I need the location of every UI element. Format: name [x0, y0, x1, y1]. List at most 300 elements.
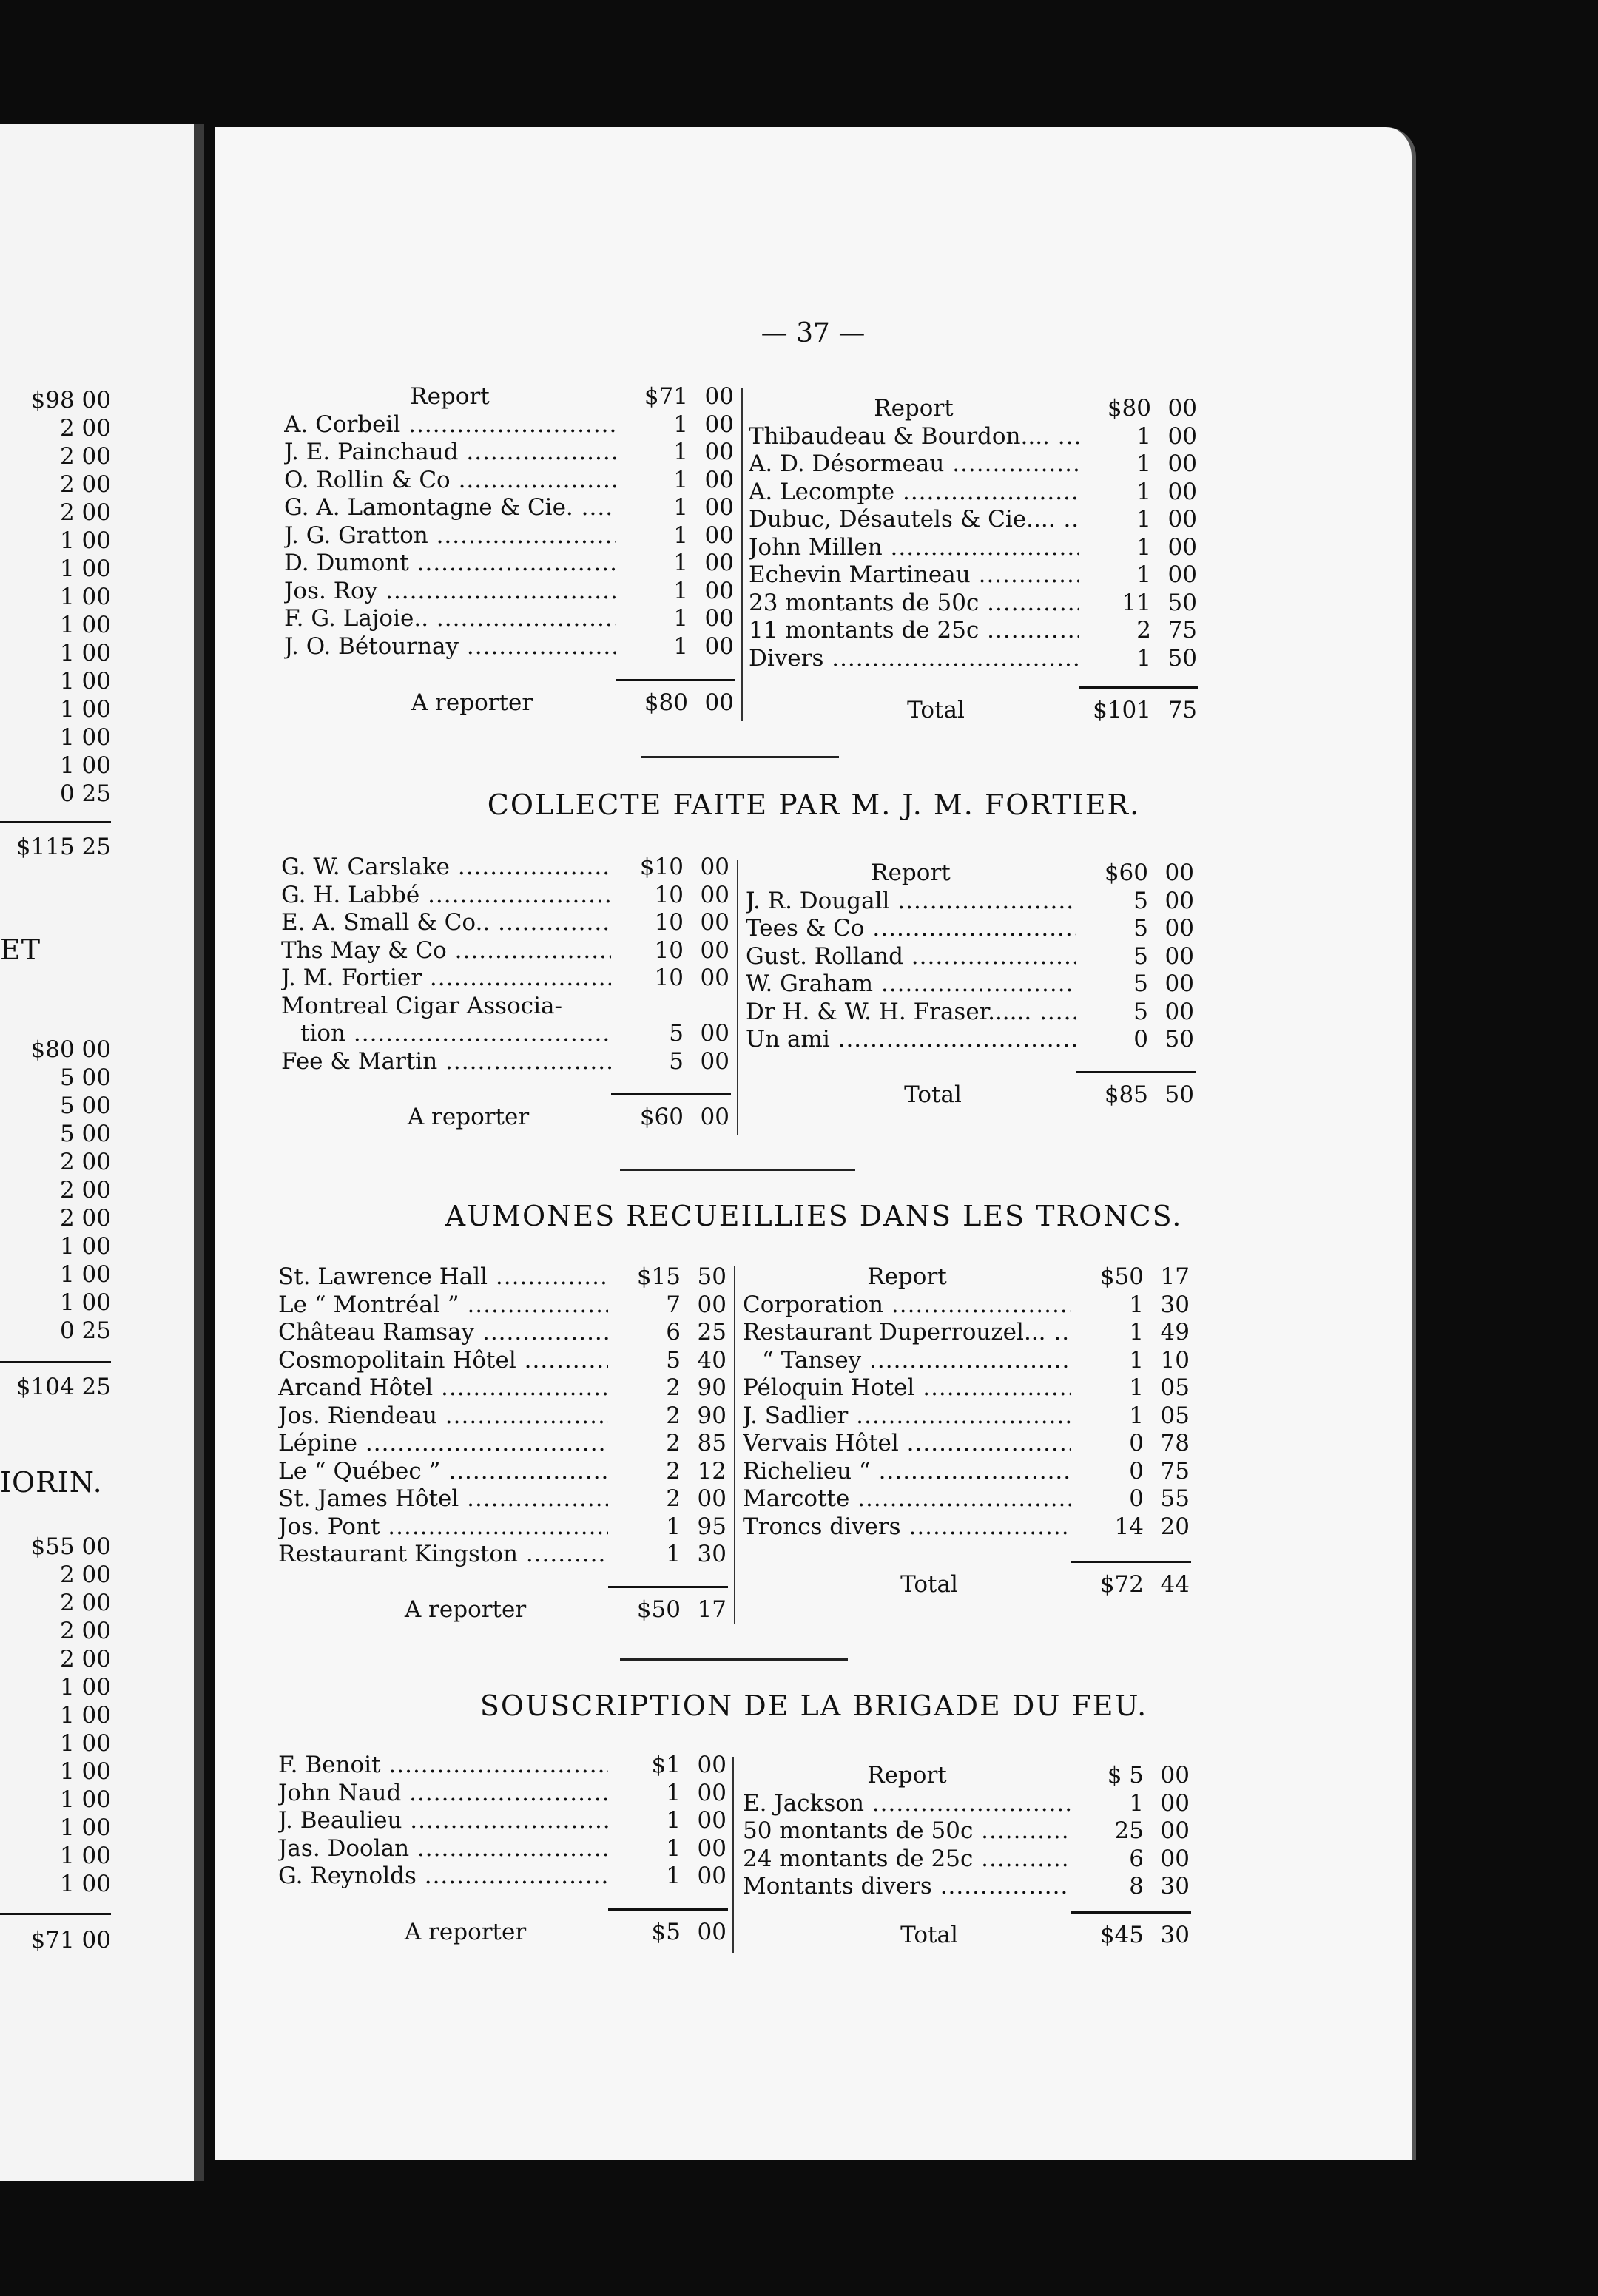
entry-cents: 40 [697, 1346, 726, 1374]
entry-cents: 00 [1164, 915, 1194, 942]
entry-name: D. Dumont ..... [284, 550, 616, 578]
entry-name: Divers ..... [749, 645, 1079, 673]
total-cents: 50 [1164, 1081, 1194, 1108]
total-cents: 00 [704, 689, 734, 716]
table-row [284, 578, 734, 606]
total-dollars: $45 [1099, 1922, 1144, 1948]
table-row [278, 1485, 726, 1513]
left-page-amount: 1 00 [59, 1674, 111, 1701]
table-row [278, 1780, 726, 1808]
table-row [746, 860, 1194, 888]
table-row [284, 411, 734, 439]
table-row [281, 993, 729, 1021]
table-row [281, 1048, 729, 1076]
entry-dollars: $ 5 [1107, 1762, 1144, 1789]
table-row [749, 506, 1197, 534]
section-separator [641, 756, 839, 758]
left-page-amount: 2 00 [59, 1149, 111, 1175]
section1-left-column [284, 383, 734, 661]
section4-left-total-rule [608, 1908, 728, 1911]
entry-dollars: $80 [1107, 395, 1151, 422]
left-page-rule [0, 1361, 111, 1363]
entry-name: Report [871, 860, 951, 886]
left-page-amount: 1 00 [59, 640, 111, 666]
entry-dollars: 1 [673, 439, 688, 465]
entry-dollars: 0 [1133, 1026, 1148, 1053]
entry-dollars: $50 [1099, 1263, 1144, 1290]
entry-name: Montants divers ..... [743, 1873, 1071, 1901]
total-label: A reporter [404, 1596, 527, 1623]
table-row [749, 617, 1197, 645]
entry-cents: 85 [697, 1430, 726, 1456]
total-cents: 75 [1167, 697, 1197, 723]
entry-name: St. Lawrence Hall ..... [278, 1263, 608, 1292]
table-row [284, 522, 734, 550]
entry-cents: 90 [697, 1402, 726, 1429]
entry-name: Corporation ..... [743, 1292, 1071, 1320]
entry-dollars: 1 [1129, 1402, 1144, 1429]
section2-title: COLLECTE FAITE PAR M. J. M. FORTIER. [487, 789, 1141, 821]
entry-dollars: 25 [1114, 1817, 1144, 1844]
table-row [746, 888, 1194, 916]
entry-cents: 00 [704, 383, 734, 410]
section3-left-column [278, 1263, 726, 1569]
column-divider [732, 1757, 734, 1953]
table-row [284, 550, 734, 578]
table-row [743, 1402, 1190, 1431]
entry-dollars: $71 [644, 383, 688, 410]
section-separator [620, 1658, 848, 1661]
entry-name: Jos. Roy ..... [284, 578, 616, 606]
entry-name: Marcotte ..... [743, 1485, 1071, 1513]
total-cents: 17 [697, 1596, 726, 1623]
table-row [746, 970, 1194, 999]
entry-dollars: 0 [1129, 1430, 1144, 1456]
entry-name: John Millen ..... [749, 534, 1079, 562]
entry-dollars: 5 [1133, 970, 1148, 997]
table-row [749, 561, 1197, 590]
section4-right-total-rule [1071, 1911, 1191, 1914]
entry-cents: 00 [1164, 942, 1194, 970]
entry-name: 23 montants de 50c ..... [749, 590, 1079, 618]
section3-title: AUMONES RECUEILLIES DANS LES TRONCS. [445, 1200, 1183, 1232]
entry-dollars: 10 [654, 965, 684, 991]
entry-name: G. Reynolds ..... [278, 1863, 608, 1891]
entry-cents: 00 [700, 881, 729, 908]
table-row [278, 1263, 726, 1292]
entry-dollars: 10 [654, 881, 684, 908]
entry-dollars: 1 [666, 1834, 681, 1862]
entry-name: J. G. Gratton ..... [284, 522, 616, 550]
left-page-amount: 1 00 [59, 1758, 111, 1785]
table-row [743, 1790, 1190, 1818]
entry-cents: 00 [1160, 1817, 1190, 1844]
entry-cents: 30 [1160, 1873, 1190, 1900]
section3-right-total-row [743, 1571, 1190, 1599]
total-label: A reporter [407, 1104, 530, 1130]
entry-cents: 00 [704, 494, 734, 521]
left-page-heading: IORIN. [0, 1466, 103, 1499]
entry-dollars: 1 [1129, 1346, 1144, 1374]
section2-left-total-rule [611, 1093, 731, 1095]
entry-cents: 00 [700, 854, 729, 880]
table-row [281, 882, 729, 910]
left-page-total: $115 25 [16, 834, 111, 860]
table-row [278, 1347, 726, 1375]
entry-cents: 25 [697, 1319, 726, 1345]
entry-name: E. Jackson ..... [743, 1790, 1071, 1818]
entry-cents: 00 [704, 550, 734, 576]
left-page-amount: 1 00 [59, 612, 111, 638]
entry-dollars: 7 [666, 1291, 681, 1318]
entry-name: F. G. Lajoie.. ..... [284, 605, 616, 633]
left-page-amount: 2 00 [59, 1177, 111, 1203]
entry-name: Dubuc, Désautels & Cie.... ..... [749, 506, 1079, 534]
entry-name: G. W. Carslake ..... [281, 854, 611, 882]
left-page-fragment [0, 124, 204, 2181]
section3-left-total-row [278, 1596, 726, 1624]
left-page-amount: 2 00 [59, 1618, 111, 1644]
entry-name: Thibaudeau & Bourdon.... ..... [749, 423, 1079, 451]
entry-dollars: 1 [1129, 1291, 1144, 1318]
entry-name: Péloquin Hotel ..... [743, 1374, 1071, 1402]
left-page-amount: 2 00 [59, 499, 111, 526]
entry-cents: 00 [697, 1752, 726, 1778]
entry-cents: 75 [1167, 617, 1197, 644]
entry-cents: 00 [704, 605, 734, 632]
table-row [749, 590, 1197, 618]
left-page-amount: 0 25 [59, 1317, 111, 1344]
section2-right-total-row [746, 1081, 1194, 1110]
table-row [749, 479, 1197, 507]
total-label: A reporter [404, 1919, 527, 1945]
table-row [284, 439, 734, 467]
table-row [278, 1319, 726, 1347]
table-row [743, 1374, 1190, 1402]
entry-name: St. James Hôtel ..... [278, 1485, 608, 1513]
entry-cents: 00 [1167, 450, 1197, 477]
section4-left-total-row [278, 1919, 726, 1947]
table-row [278, 1541, 726, 1569]
left-page-amount: 0 25 [59, 780, 111, 807]
table-row [746, 943, 1194, 971]
entry-cents: 49 [1160, 1319, 1190, 1345]
left-page-amount: 1 00 [59, 556, 111, 582]
entry-name: Richelieu “ ..... [743, 1458, 1071, 1486]
entry-dollars: 5 [1133, 887, 1148, 914]
entry-dollars: 2 [666, 1402, 681, 1429]
entry-cents: 00 [704, 411, 734, 438]
entry-dollars: 2 [666, 1485, 681, 1512]
right-page [215, 127, 1416, 2160]
entry-name: J. E. Painchaud ..... [284, 439, 616, 467]
entry-cents: 00 [1164, 998, 1194, 1025]
left-page-total: $71 00 [30, 1927, 111, 1954]
entry-name: Le “ Québec ” ..... [278, 1458, 608, 1486]
entry-cents: 00 [1167, 395, 1197, 422]
entry-dollars: 2 [666, 1374, 681, 1401]
table-row [284, 605, 734, 633]
table-row [278, 1807, 726, 1835]
entry-dollars: 8 [1129, 1873, 1144, 1900]
entry-dollars: 1 [666, 1541, 681, 1567]
table-row [746, 1026, 1194, 1054]
page-number: — 37 — [761, 318, 866, 348]
entry-cents: 00 [1160, 1789, 1190, 1817]
entry-dollars: 1 [1129, 1374, 1144, 1401]
entry-cents: 00 [697, 1485, 726, 1512]
left-page-amount: 5 00 [59, 1093, 111, 1119]
entry-name: Arcand Hôtel ..... [278, 1374, 608, 1402]
entry-cents: 00 [1167, 422, 1197, 450]
total-cents: 00 [700, 1104, 729, 1130]
entry-dollars: 5 [1133, 942, 1148, 970]
table-row [743, 1292, 1190, 1320]
entry-dollars: 1 [1136, 450, 1151, 477]
total-cents: 30 [1160, 1922, 1190, 1948]
section3-left-total-rule [608, 1586, 728, 1588]
entry-cents: 00 [700, 965, 729, 991]
entry-cents: 00 [1164, 970, 1194, 997]
table-row [746, 915, 1194, 943]
left-page-amount: 1 00 [59, 724, 111, 751]
entry-dollars: 1 [673, 521, 688, 549]
entry-dollars: 1 [673, 577, 688, 604]
entry-name: Gust. Rolland ..... [746, 943, 1076, 971]
entry-name: Jos. Pont ..... [278, 1513, 608, 1542]
table-row [743, 1458, 1190, 1486]
entry-name: A. Lecompte ..... [749, 479, 1079, 507]
table-row [281, 909, 729, 937]
entry-cents: 00 [704, 439, 734, 465]
entry-dollars: 1 [1136, 533, 1151, 561]
table-row [749, 645, 1197, 673]
entry-name: Un ami ..... [746, 1026, 1076, 1054]
entry-cents: 00 [704, 577, 734, 604]
entry-dollars: 5 [1133, 915, 1148, 942]
total-label: Total [900, 1571, 958, 1598]
entry-name: 50 montants de 50c ..... [743, 1817, 1071, 1846]
table-row [284, 633, 734, 661]
left-page-amount: $55 00 [30, 1533, 111, 1560]
table-row [278, 1458, 726, 1486]
entry-name: “ Tansey ..... [743, 1347, 1071, 1375]
entry-cents: 00 [1167, 506, 1197, 533]
entry-dollars: 0 [1129, 1485, 1144, 1512]
section3-right-total-rule [1071, 1561, 1191, 1563]
entry-dollars: 1 [673, 605, 688, 632]
section4-right-total-row [743, 1922, 1190, 1950]
total-cents: 44 [1160, 1571, 1190, 1598]
entry-cents: 00 [1167, 561, 1197, 588]
entry-cents: 50 [1164, 1026, 1194, 1053]
entry-name: G. A. Lamontagne & Cie. ..... [284, 494, 616, 522]
entry-cents: 10 [1160, 1346, 1190, 1374]
entry-name: E. A. Small & Co.. ..... [281, 909, 611, 937]
entry-dollars: 6 [1129, 1845, 1144, 1872]
entry-name: tion ..... [281, 1020, 611, 1048]
entry-name: A. D. Désormeau ..... [749, 450, 1079, 479]
entry-cents: 00 [1164, 887, 1194, 914]
entry-dollars: $1 [651, 1752, 681, 1778]
entry-dollars: 1 [673, 550, 688, 576]
table-row [743, 1263, 1190, 1292]
entry-dollars: 2 [1136, 617, 1151, 644]
entry-cents: 00 [700, 936, 729, 964]
entry-cents: 50 [697, 1263, 726, 1290]
entry-dollars: 2 [666, 1430, 681, 1456]
entry-cents: 00 [697, 1291, 726, 1318]
entry-dollars: 1 [666, 1513, 681, 1540]
total-label: A reporter [411, 689, 533, 716]
left-page-amount: 2 00 [59, 443, 111, 470]
entry-name: J. M. Fortier ..... [281, 965, 611, 993]
entry-dollars: 1 [1129, 1789, 1144, 1817]
table-row [278, 1430, 726, 1458]
left-page-amount: 1 00 [59, 1289, 111, 1316]
entry-dollars: 14 [1114, 1513, 1144, 1540]
table-row [749, 450, 1197, 479]
entry-dollars: 1 [1129, 1319, 1144, 1345]
table-row [743, 1873, 1190, 1901]
section4-right-column [743, 1762, 1190, 1901]
entry-cents: 00 [697, 1779, 726, 1806]
entry-dollars: 1 [1136, 422, 1151, 450]
entry-dollars: 6 [666, 1319, 681, 1345]
column-divider [737, 860, 738, 1135]
entry-dollars: 1 [1136, 506, 1151, 533]
entry-name: Montreal Cigar Associa- [281, 992, 562, 1019]
table-row [284, 467, 734, 495]
total-label: Total [900, 1922, 958, 1948]
entry-name: Vervais Hôtel ..... [743, 1430, 1071, 1458]
section1-left-total-rule [616, 679, 735, 681]
entry-cents: 00 [697, 1863, 726, 1889]
entry-dollars: 1 [666, 1863, 681, 1889]
left-page-amount: 1 00 [59, 1814, 111, 1841]
entry-name: Report [410, 383, 490, 410]
entry-name: Lépine ..... [278, 1430, 608, 1458]
section1-right-column [749, 395, 1197, 672]
left-page-amount: 2 00 [59, 1646, 111, 1672]
table-row [278, 1374, 726, 1402]
section1-right-total-rule [1079, 686, 1198, 689]
section4-title: SOUSCRIPTION DE LA BRIGADE DU FEU. [479, 1689, 1148, 1722]
left-page-amount: 1 00 [59, 668, 111, 695]
left-page-amount: 2 00 [59, 1205, 111, 1232]
entry-cents: 17 [1160, 1263, 1190, 1290]
left-page-amount: 1 00 [59, 1702, 111, 1729]
entry-cents: 30 [697, 1541, 726, 1567]
section2-left-column [281, 854, 729, 1076]
entry-dollars: 5 [1133, 998, 1148, 1025]
table-row [281, 1020, 729, 1048]
entry-dollars: $60 [1104, 860, 1148, 886]
entry-dollars: 5 [669, 1047, 684, 1075]
entry-name: W. Graham ..... [746, 970, 1076, 999]
table-row [749, 534, 1197, 562]
entry-cents: 00 [697, 1807, 726, 1834]
total-dollars: $50 [636, 1596, 681, 1623]
entry-name: Le “ Montréal ” ..... [278, 1292, 608, 1320]
entry-name: Cosmopolitain Hôtel ..... [278, 1347, 608, 1375]
entry-cents: 00 [700, 1047, 729, 1075]
entry-dollars: 1 [1136, 644, 1151, 672]
entry-dollars: 2 [666, 1457, 681, 1485]
left-page-amount: 1 00 [59, 1730, 111, 1757]
entry-name: Fee & Martin ..... [281, 1048, 611, 1076]
entry-dollars: 1 [666, 1807, 681, 1834]
entry-dollars: 11 [1122, 589, 1151, 616]
entry-dollars: $15 [636, 1263, 681, 1290]
left-page-amount: $98 00 [30, 387, 111, 413]
entry-dollars: 10 [654, 936, 684, 964]
total-dollars: $85 [1104, 1081, 1148, 1108]
left-page-amount: 1 00 [59, 752, 111, 779]
entry-name: Report [867, 1762, 947, 1789]
entry-name: O. Rollin & Co ..... [284, 467, 616, 495]
entry-name: Report [867, 1263, 947, 1290]
entry-name: Report [874, 395, 954, 422]
section4-left-column [278, 1752, 726, 1891]
left-page-amount: 5 00 [59, 1121, 111, 1147]
table-row [284, 494, 734, 522]
entry-dollars: 5 [666, 1346, 681, 1374]
entry-name: John Naud ..... [278, 1780, 608, 1808]
table-row [281, 937, 729, 965]
left-page-total: $104 25 [16, 1374, 111, 1400]
entry-cents: 00 [697, 1834, 726, 1862]
entry-dollars: $10 [639, 854, 684, 880]
entry-cents: 90 [697, 1374, 726, 1401]
entry-name: J. R. Dougall ..... [746, 888, 1076, 916]
table-row [743, 1817, 1190, 1846]
left-page-heading: ET [0, 933, 41, 966]
left-page-amount: 1 00 [59, 1843, 111, 1869]
left-page-amount: $80 00 [30, 1036, 111, 1063]
entry-name: Restaurant Kingston ..... [278, 1541, 608, 1569]
table-row [278, 1752, 726, 1780]
total-dollars: $5 [651, 1919, 681, 1945]
entry-dollars: 1 [673, 411, 688, 438]
table-row [278, 1402, 726, 1431]
entry-name: Tees & Co ..... [746, 915, 1076, 943]
entry-cents: 00 [704, 632, 734, 660]
entry-cents: 95 [697, 1513, 726, 1540]
total-cents: 00 [697, 1919, 726, 1945]
section1-right-total-row [749, 697, 1197, 725]
section-separator [620, 1169, 855, 1171]
section2-left-total-row [281, 1104, 729, 1132]
left-page-amount: 1 00 [59, 1233, 111, 1260]
left-page-amount: 1 00 [59, 584, 111, 610]
table-row [278, 1292, 726, 1320]
entry-dollars: 1 [666, 1779, 681, 1806]
entry-cents: 00 [1167, 533, 1197, 561]
left-page-amount: 1 00 [59, 696, 111, 723]
left-page-amount: 2 00 [59, 1590, 111, 1616]
left-page-rule [0, 821, 111, 823]
entry-cents: 55 [1160, 1485, 1190, 1512]
left-page-amount: 2 00 [59, 471, 111, 498]
left-page-amount: 2 00 [59, 415, 111, 442]
table-row [749, 423, 1197, 451]
entry-name: J. Beaulieu ..... [278, 1807, 608, 1835]
entry-name: F. Benoit ..... [278, 1752, 608, 1780]
entry-name: Jos. Riendeau ..... [278, 1402, 608, 1431]
section2-right-column [746, 860, 1194, 1054]
entry-cents: 00 [700, 909, 729, 936]
